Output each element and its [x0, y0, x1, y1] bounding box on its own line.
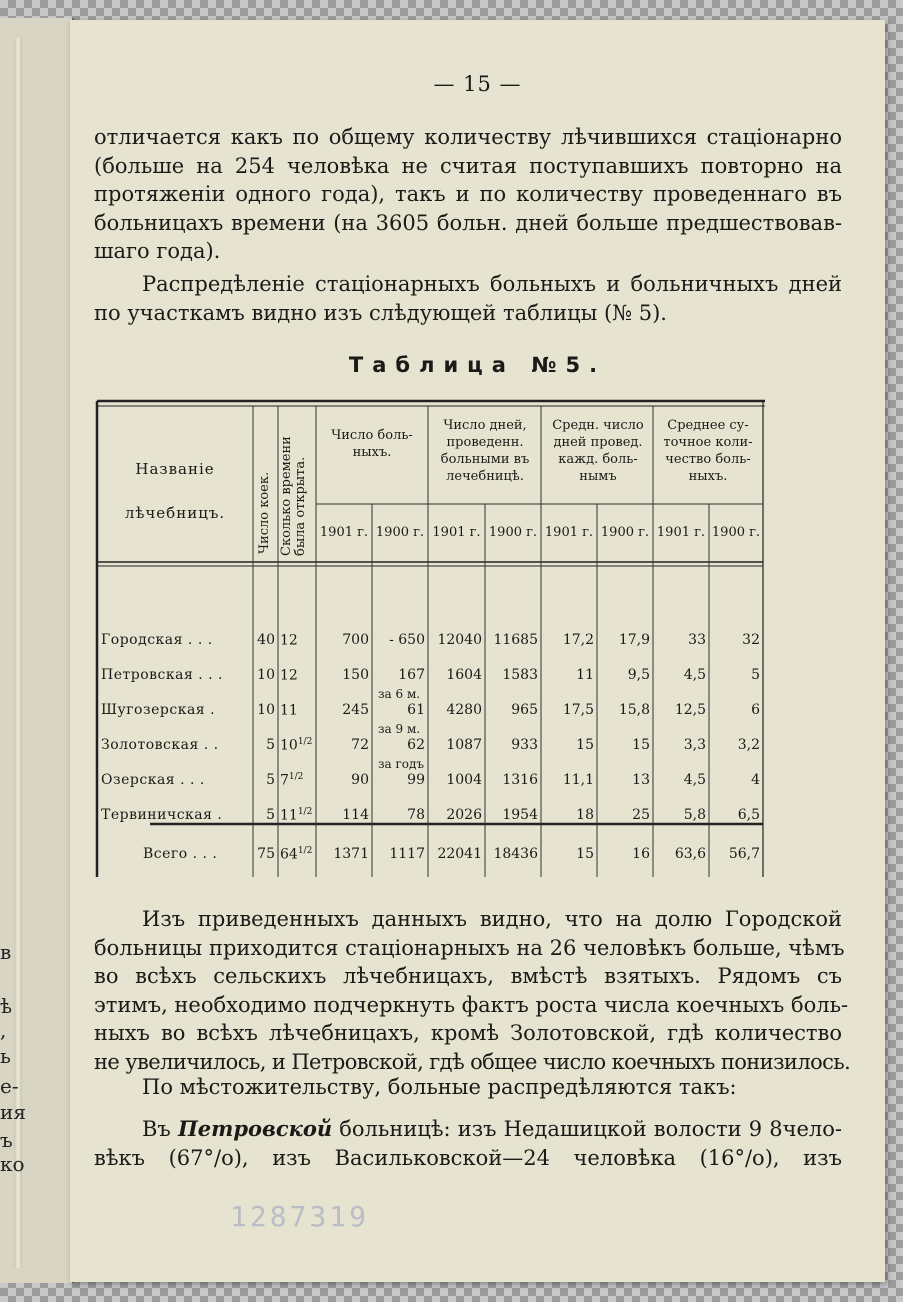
text-line: этимъ, необходимо подчеркнуть фактъ роста числа коечныхъ боль-	[94, 992, 849, 1017]
text-line: не увеличилось, и Петровской, гдѣ общее число коечныхъ понизилось.	[94, 1049, 851, 1074]
left-glyph: ѣ	[0, 994, 13, 1018]
table-cell: 17,2	[562, 632, 594, 648]
table-cell: 5	[266, 737, 275, 753]
left-page-edge	[0, 18, 74, 1283]
table-cell: 1117	[389, 846, 425, 862]
year-label: 1901 г.	[432, 525, 481, 540]
table-cell: 965	[511, 702, 538, 718]
row-name: Петровская . . .	[101, 667, 223, 683]
table-cell: 1954	[502, 807, 538, 823]
table-cell: 6,5	[737, 807, 760, 823]
left-glyph: ь	[0, 1044, 11, 1068]
table-cell: 12,5	[674, 702, 706, 718]
table-cell: 1604	[446, 667, 482, 683]
table-cell: 11	[576, 667, 594, 683]
table-cell: 11,1	[562, 772, 594, 788]
table-cell: 56,7	[728, 846, 760, 862]
table-cell: 1583	[502, 667, 538, 683]
table-cell: 4,5	[683, 667, 706, 683]
table-cell: 1087	[446, 737, 482, 753]
table-cell: 13	[632, 772, 650, 788]
table-cell: 18	[576, 807, 594, 823]
table-cell: 63,6	[674, 846, 706, 862]
header-patients: Число боль-ныхъ.	[331, 428, 413, 460]
open-duration-integer: 11	[280, 807, 298, 824]
table-cell: 167	[398, 667, 425, 683]
header-open-duration: Сколько времени была открыта.	[279, 436, 308, 556]
table-cell: 5	[266, 772, 275, 788]
open-duration-cell	[280, 632, 298, 649]
year-label: 1900 г.	[488, 525, 538, 540]
period-note: за 6 м.	[378, 687, 421, 701]
left-glyph: е-	[0, 1074, 19, 1098]
table-cell: 40	[257, 632, 275, 648]
paragraph-5	[94, 1115, 842, 1172]
period-note: за годъ	[378, 757, 425, 771]
row-name: Городская . . .	[101, 632, 213, 648]
table-cell: 700	[342, 632, 369, 648]
table-cell: 5	[266, 807, 275, 823]
open-duration-integer: 12	[280, 667, 298, 684]
paragraph-4: По мѣстожительству, больные распредѣляются такъ:	[142, 1075, 737, 1099]
text-line	[94, 1115, 842, 1144]
left-glyph: ъ	[0, 1128, 13, 1152]
text-line: больницахъ времени (на 3605 больн. дней больше предшествовав-	[94, 210, 842, 235]
table-cell: 72	[351, 737, 369, 753]
table-cell: 9,5	[627, 667, 650, 683]
table-cell: 61	[407, 702, 425, 718]
page-number: — 15 —	[433, 72, 522, 96]
table-cell: 2026	[446, 807, 482, 823]
table-cell: 4,5	[683, 772, 706, 788]
open-duration-integer: 11	[280, 702, 298, 719]
open-duration-cell	[280, 807, 312, 824]
table-cell: - 650	[389, 632, 425, 648]
open-duration-fraction: 1/2	[297, 737, 313, 747]
year-label: 1900 г.	[600, 525, 650, 540]
header-days: Число дней, проведенн. больными въ лечебницѣ.	[440, 418, 530, 484]
table-cell: 15	[632, 737, 650, 753]
row-name: Озерская . . .	[101, 772, 205, 788]
open-duration-cell	[280, 846, 312, 863]
table-cell: 10	[257, 702, 275, 718]
table-cell: 114	[342, 807, 369, 823]
table-cell: 3,2	[737, 737, 760, 753]
table-cell: 6	[751, 702, 760, 718]
table-cell: 17,5	[562, 702, 594, 718]
table-cell: 10	[257, 667, 275, 683]
text-line: вѣкъ (67°/о), изъ Васильковской—24 человѣка (16°/о), изъ	[94, 1145, 842, 1170]
header-avg-days: Средн. число дней провед. кажд. боль-нымъ	[552, 418, 644, 484]
inventory-stamp: 1287319	[230, 1200, 370, 1233]
table-cell: 1004	[446, 772, 482, 788]
row-name: Золотовская . .	[101, 737, 219, 753]
document-page	[70, 20, 885, 1282]
table-cell: 150	[342, 667, 369, 683]
text-line: шаго года).	[94, 239, 221, 263]
table-cell: 1371	[333, 846, 369, 862]
table-cell: 4	[751, 772, 760, 788]
text-line: протяженіи одного года), такъ и по количеству проведеннаго въ	[94, 182, 842, 206]
open-duration-integer: 7	[280, 772, 289, 789]
table-cell: 5,8	[683, 807, 706, 823]
table-title: Таблица №5.	[348, 353, 607, 377]
year-label: 1900 г.	[375, 525, 425, 540]
text-line: по участкамъ видно изъ слѣдующей таблицы (№ 5).	[94, 300, 667, 325]
open-duration-cell	[280, 737, 312, 754]
emphasized-name: Петровской	[177, 1116, 333, 1141]
year-label: 1901 г.	[544, 525, 594, 540]
header-beds: Число коек.	[257, 471, 272, 554]
open-duration-cell	[280, 702, 298, 719]
table-cell: 78	[407, 807, 425, 823]
table-cell: 25	[632, 807, 650, 823]
table-cell: 16	[632, 846, 650, 862]
data-table	[95, 399, 767, 877]
left-glyph: ко	[0, 1152, 25, 1176]
open-duration-cell	[280, 772, 303, 789]
table-cell: 1316	[502, 772, 538, 788]
year-label: 1900 г.	[711, 525, 761, 540]
left-glyph: в	[0, 940, 12, 964]
table-cell: 245	[342, 702, 369, 718]
table-cell: 933	[511, 737, 538, 753]
text-run: Въ	[142, 1117, 178, 1141]
open-duration-fraction: 1/2	[297, 846, 313, 856]
text-line: ныхъ во всѣхъ лѣчебницахъ, кромѣ Золотовской, гдѣ количество	[94, 1021, 842, 1045]
header-avg-daily: Среднее су-точное коли-чество боль-ныхъ.	[663, 418, 753, 484]
text-line: во всѣхъ сельскихъ лѣчебницахъ, вмѣстѣ взятыхъ. Рядомъ съ	[94, 964, 842, 988]
year-label: 1901 г.	[319, 525, 369, 540]
table-cell: 5	[751, 667, 760, 683]
open-duration-integer: 10	[280, 737, 298, 754]
text-line: отличается какъ по общему количеству лѣчившихся стаціонарно	[94, 125, 842, 149]
table-cell: 4280	[446, 702, 482, 718]
table-cell: 75	[257, 846, 275, 862]
header-name-line1: Названіе	[135, 460, 215, 478]
table-cell: 90	[351, 772, 369, 788]
open-duration-cell	[280, 667, 298, 684]
table-cell: 32	[742, 632, 760, 648]
table-cell: 11685	[493, 632, 538, 648]
table-cell: 15	[576, 846, 594, 862]
paragraph-2	[94, 270, 842, 327]
row-name: Тервиничская .	[101, 807, 223, 823]
table-cell: 22041	[437, 846, 482, 862]
text-line: больницы приходится стаціонарныхъ на 26 человѣкъ больше, чѣмъ	[94, 935, 845, 960]
table-cell: 62	[407, 737, 425, 753]
text-line: Распредѣленіе стаціонарныхъ больныхъ и больничныхъ дней	[142, 272, 842, 296]
table-cell: 99	[407, 772, 425, 788]
text-run: больницѣ: изъ Недашицкой волости 9 8чело-	[332, 1117, 843, 1141]
open-duration-integer: 12	[280, 632, 298, 649]
paragraph-3	[94, 905, 851, 1076]
row-name: Шугозерская .	[101, 702, 216, 718]
total-label: Всего . . .	[143, 846, 218, 862]
open-duration-integer: 64	[280, 846, 298, 863]
header-name-line2: лѣчебницъ.	[124, 504, 226, 522]
table-cell: 17,9	[618, 632, 650, 648]
text-line: Изъ приведенныхъ данныхъ видно, что на долю Городской	[142, 907, 842, 931]
table-cell: 15,8	[618, 702, 650, 718]
period-note: за 9 м.	[378, 722, 421, 736]
open-duration-fraction: 1/2	[288, 772, 304, 782]
header-name	[105, 447, 245, 535]
paragraph-1	[94, 123, 842, 266]
table-cell: 3,3	[683, 737, 706, 753]
left-glyph: ,	[0, 1018, 7, 1042]
table-cell: 15	[576, 737, 594, 753]
table-cell: 12040	[437, 632, 482, 648]
open-duration-fraction: 1/2	[297, 807, 313, 817]
table-cell: 33	[688, 632, 706, 648]
year-label: 1901 г.	[656, 525, 706, 540]
table-cell: 18436	[493, 846, 538, 862]
left-glyph: ия	[0, 1100, 26, 1124]
text-line: (больше на 254 человѣка не считая поступавшихъ повторно на	[94, 153, 842, 178]
